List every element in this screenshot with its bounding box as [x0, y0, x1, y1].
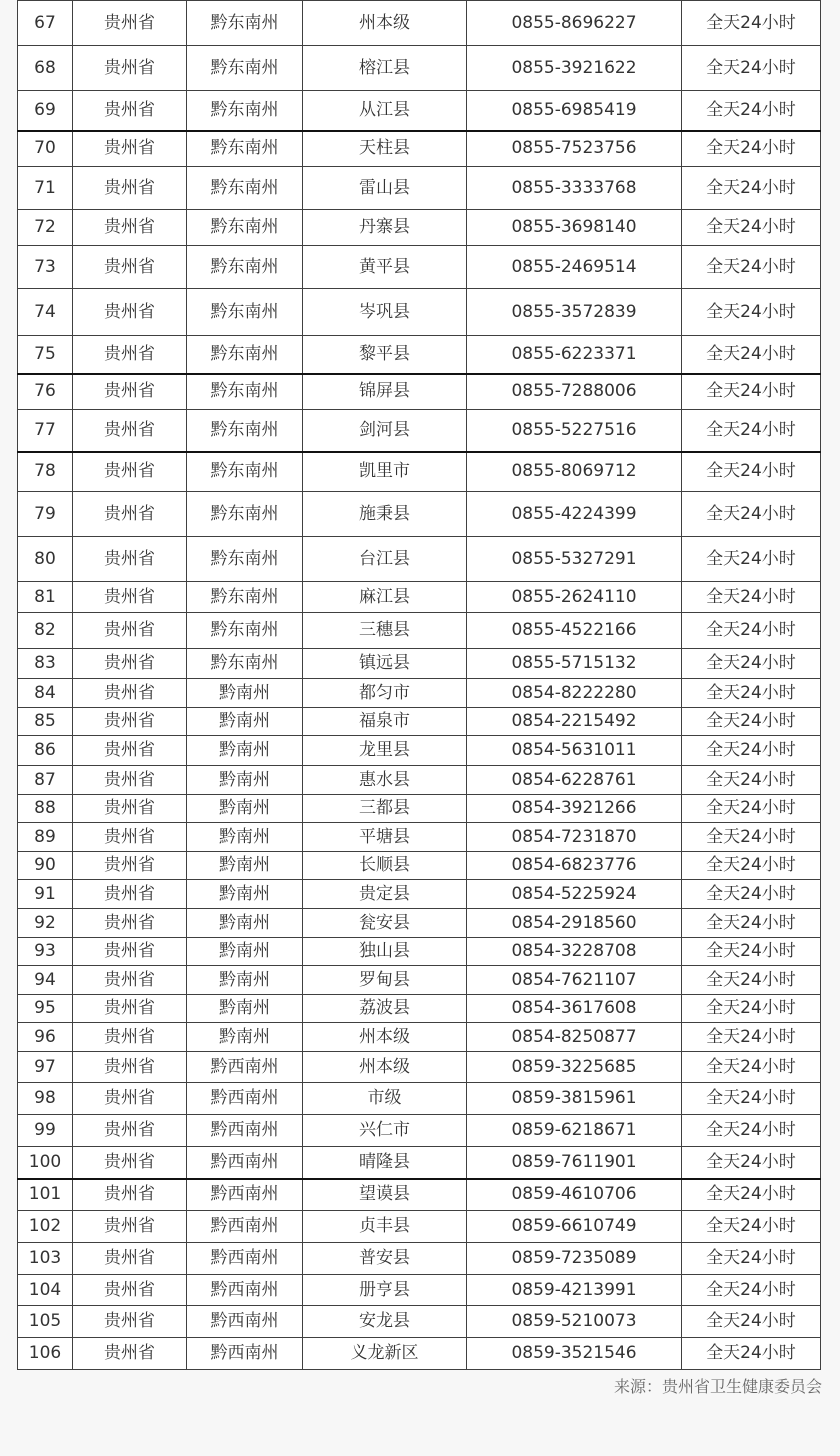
table-row	[18, 766, 821, 795]
phone-cell: 0855-6985419	[467, 91, 682, 131]
phone-cell: 0859-6218671	[467, 1115, 682, 1147]
county-cell: 贵定县	[303, 880, 467, 909]
phone-cell: 0855-5715132	[467, 649, 682, 679]
phone-cell: 0854-6228761	[467, 766, 682, 795]
prefecture-cell: 黔南州	[187, 852, 303, 880]
province-cell: 贵州省	[73, 452, 187, 492]
county-cell: 三都县	[303, 795, 467, 823]
hours-cell: 全天24小时	[682, 210, 821, 246]
phone-cell: 0859-4213991	[467, 1275, 682, 1306]
county-cell: 福泉市	[303, 708, 467, 736]
hours-cell: 全天24小时	[682, 374, 821, 410]
county-cell: 普安县	[303, 1243, 467, 1275]
county-cell: 凯里市	[303, 452, 467, 492]
hours-cell: 全天24小时	[682, 1211, 821, 1243]
prefecture-cell: 黔东南州	[187, 246, 303, 289]
row-number: 94	[18, 966, 73, 995]
county-cell: 瓮安县	[303, 909, 467, 938]
hours-cell: 全天24小时	[682, 852, 821, 880]
table-row	[18, 492, 821, 537]
table-row	[18, 1179, 821, 1211]
row-number: 97	[18, 1052, 73, 1083]
county-cell: 长顺县	[303, 852, 467, 880]
hours-cell: 全天24小时	[682, 336, 821, 374]
table-row	[18, 1, 821, 46]
row-number: 96	[18, 1023, 73, 1052]
county-cell: 贞丰县	[303, 1211, 467, 1243]
phone-cell: 0855-7288006	[467, 374, 682, 410]
table-row	[18, 46, 821, 91]
county-cell: 黎平县	[303, 336, 467, 374]
province-cell: 贵州省	[73, 649, 187, 679]
county-cell: 镇远县	[303, 649, 467, 679]
province-cell: 贵州省	[73, 795, 187, 823]
row-number: 90	[18, 852, 73, 880]
province-cell: 贵州省	[73, 537, 187, 582]
table-row	[18, 736, 821, 766]
county-cell: 都匀市	[303, 679, 467, 708]
province-cell: 贵州省	[73, 336, 187, 374]
row-number: 68	[18, 46, 73, 91]
province-cell: 贵州省	[73, 1, 187, 46]
hotline-table	[17, 0, 821, 1370]
hours-cell: 全天24小时	[682, 1179, 821, 1211]
row-number: 99	[18, 1115, 73, 1147]
province-cell: 贵州省	[73, 938, 187, 966]
row-number: 91	[18, 880, 73, 909]
table-row	[18, 210, 821, 246]
table-row	[18, 537, 821, 582]
hours-cell: 全天24小时	[682, 966, 821, 995]
province-cell: 贵州省	[73, 1306, 187, 1338]
prefecture-cell: 黔西南州	[187, 1306, 303, 1338]
phone-cell: 0854-2918560	[467, 909, 682, 938]
county-cell: 荔波县	[303, 995, 467, 1023]
prefecture-cell: 黔南州	[187, 679, 303, 708]
row-number: 88	[18, 795, 73, 823]
county-cell: 黄平县	[303, 246, 467, 289]
row-number: 74	[18, 289, 73, 336]
hours-cell: 全天24小时	[682, 938, 821, 966]
phone-cell: 0854-8250877	[467, 1023, 682, 1052]
table-row	[18, 91, 821, 131]
province-cell: 贵州省	[73, 1338, 187, 1370]
province-cell: 贵州省	[73, 582, 187, 613]
province-cell: 贵州省	[73, 210, 187, 246]
phone-cell: 0859-6610749	[467, 1211, 682, 1243]
row-number: 93	[18, 938, 73, 966]
table-row	[18, 336, 821, 374]
county-cell: 天柱县	[303, 131, 467, 167]
prefecture-cell: 黔西南州	[187, 1083, 303, 1115]
hours-cell: 全天24小时	[682, 131, 821, 167]
table-row	[18, 131, 821, 167]
hotline-table-body	[18, 1, 821, 1370]
province-cell: 贵州省	[73, 167, 187, 210]
province-cell: 贵州省	[73, 736, 187, 766]
phone-cell: 0854-5225924	[467, 880, 682, 909]
prefecture-cell: 黔东南州	[187, 649, 303, 679]
table-row	[18, 1306, 821, 1338]
county-cell: 安龙县	[303, 1306, 467, 1338]
hours-cell: 全天24小时	[682, 452, 821, 492]
prefecture-cell: 黔西南州	[187, 1211, 303, 1243]
row-number: 83	[18, 649, 73, 679]
prefecture-cell: 黔西南州	[187, 1115, 303, 1147]
prefecture-cell: 黔东南州	[187, 492, 303, 537]
phone-cell: 0859-4610706	[467, 1179, 682, 1211]
row-number: 70	[18, 131, 73, 167]
prefecture-cell: 黔东南州	[187, 91, 303, 131]
prefecture-cell: 黔南州	[187, 708, 303, 736]
county-cell: 施秉县	[303, 492, 467, 537]
phone-cell: 0859-7611901	[467, 1147, 682, 1179]
hours-cell: 全天24小时	[682, 795, 821, 823]
row-number: 72	[18, 210, 73, 246]
county-cell: 市级	[303, 1083, 467, 1115]
table-row	[18, 852, 821, 880]
prefecture-cell: 黔南州	[187, 1023, 303, 1052]
county-cell: 州本级	[303, 1052, 467, 1083]
hours-cell: 全天24小时	[682, 492, 821, 537]
prefecture-cell: 黔西南州	[187, 1179, 303, 1211]
hours-cell: 全天24小时	[682, 909, 821, 938]
table-row	[18, 582, 821, 613]
prefecture-cell: 黔东南州	[187, 582, 303, 613]
phone-cell: 0855-7523756	[467, 131, 682, 167]
prefecture-cell: 黔南州	[187, 909, 303, 938]
phone-cell: 0855-3921622	[467, 46, 682, 91]
hours-cell: 全天24小时	[682, 91, 821, 131]
hours-cell: 全天24小时	[682, 46, 821, 91]
prefecture-cell: 黔东南州	[187, 537, 303, 582]
province-cell: 贵州省	[73, 766, 187, 795]
row-number: 78	[18, 452, 73, 492]
county-cell: 锦屏县	[303, 374, 467, 410]
phone-cell: 0855-3333768	[467, 167, 682, 210]
province-cell: 贵州省	[73, 1243, 187, 1275]
province-cell: 贵州省	[73, 1147, 187, 1179]
hours-cell: 全天24小时	[682, 1, 821, 46]
table-row	[18, 289, 821, 336]
prefecture-cell: 黔东南州	[187, 452, 303, 492]
province-cell: 贵州省	[73, 995, 187, 1023]
hours-cell: 全天24小时	[682, 649, 821, 679]
prefecture-cell: 黔南州	[187, 880, 303, 909]
county-cell: 榕江县	[303, 46, 467, 91]
province-cell: 贵州省	[73, 91, 187, 131]
county-cell: 雷山县	[303, 167, 467, 210]
county-cell: 从江县	[303, 91, 467, 131]
row-number: 84	[18, 679, 73, 708]
table-row	[18, 452, 821, 492]
table-row	[18, 795, 821, 823]
source-note: 来源：贵州省卫生健康委员会	[613, 1377, 822, 1396]
hours-cell: 全天24小时	[682, 1052, 821, 1083]
hours-cell: 全天24小时	[682, 679, 821, 708]
prefecture-cell: 黔南州	[187, 736, 303, 766]
row-number: 104	[18, 1275, 73, 1306]
county-cell: 惠水县	[303, 766, 467, 795]
table-row	[18, 1243, 821, 1275]
hours-cell: 全天24小时	[682, 613, 821, 649]
hours-cell: 全天24小时	[682, 537, 821, 582]
province-cell: 贵州省	[73, 1052, 187, 1083]
hours-cell: 全天24小时	[682, 995, 821, 1023]
hours-cell: 全天24小时	[682, 582, 821, 613]
province-cell: 贵州省	[73, 289, 187, 336]
phone-cell: 0854-3921266	[467, 795, 682, 823]
prefecture-cell: 黔东南州	[187, 410, 303, 452]
county-cell: 望谟县	[303, 1179, 467, 1211]
table-row	[18, 167, 821, 210]
phone-cell: 0855-4224399	[467, 492, 682, 537]
county-cell: 义龙新区	[303, 1338, 467, 1370]
province-cell: 贵州省	[73, 246, 187, 289]
county-cell: 麻江县	[303, 582, 467, 613]
hours-cell: 全天24小时	[682, 823, 821, 852]
county-cell: 罗甸县	[303, 966, 467, 995]
table-row	[18, 1052, 821, 1083]
table-row	[18, 613, 821, 649]
county-cell: 台江县	[303, 537, 467, 582]
province-cell: 贵州省	[73, 374, 187, 410]
row-number: 98	[18, 1083, 73, 1115]
row-number: 67	[18, 1, 73, 46]
county-cell: 龙里县	[303, 736, 467, 766]
row-number: 77	[18, 410, 73, 452]
phone-cell: 0859-7235089	[467, 1243, 682, 1275]
phone-cell: 0854-5631011	[467, 736, 682, 766]
row-number: 81	[18, 582, 73, 613]
prefecture-cell: 黔西南州	[187, 1338, 303, 1370]
table-row	[18, 966, 821, 995]
prefecture-cell: 黔西南州	[187, 1052, 303, 1083]
prefecture-cell: 黔东南州	[187, 336, 303, 374]
province-cell: 贵州省	[73, 679, 187, 708]
hours-cell: 全天24小时	[682, 1306, 821, 1338]
hours-cell: 全天24小时	[682, 1115, 821, 1147]
phone-cell: 0859-3225685	[467, 1052, 682, 1083]
table-row	[18, 1211, 821, 1243]
county-cell: 独山县	[303, 938, 467, 966]
province-cell: 贵州省	[73, 708, 187, 736]
phone-cell: 0855-2469514	[467, 246, 682, 289]
prefecture-cell: 黔东南州	[187, 289, 303, 336]
province-cell: 贵州省	[73, 852, 187, 880]
row-number: 102	[18, 1211, 73, 1243]
row-number: 79	[18, 492, 73, 537]
row-number: 105	[18, 1306, 73, 1338]
prefecture-cell: 黔南州	[187, 795, 303, 823]
table-row	[18, 1147, 821, 1179]
county-cell: 晴隆县	[303, 1147, 467, 1179]
prefecture-cell: 黔南州	[187, 766, 303, 795]
prefecture-cell: 黔西南州	[187, 1243, 303, 1275]
province-cell: 贵州省	[73, 492, 187, 537]
county-cell: 册亨县	[303, 1275, 467, 1306]
phone-cell: 0855-8069712	[467, 452, 682, 492]
phone-cell: 0855-3572839	[467, 289, 682, 336]
province-cell: 贵州省	[73, 1275, 187, 1306]
table-row	[18, 938, 821, 966]
county-cell: 岑巩县	[303, 289, 467, 336]
province-cell: 贵州省	[73, 909, 187, 938]
prefecture-cell: 黔东南州	[187, 46, 303, 91]
table-row	[18, 1275, 821, 1306]
row-number: 101	[18, 1179, 73, 1211]
province-cell: 贵州省	[73, 823, 187, 852]
province-cell: 贵州省	[73, 410, 187, 452]
hours-cell: 全天24小时	[682, 766, 821, 795]
phone-cell: 0855-5227516	[467, 410, 682, 452]
hours-cell: 全天24小时	[682, 1243, 821, 1275]
phone-cell: 0855-6223371	[467, 336, 682, 374]
prefecture-cell: 黔南州	[187, 938, 303, 966]
county-cell: 平塘县	[303, 823, 467, 852]
province-cell: 贵州省	[73, 131, 187, 167]
hours-cell: 全天24小时	[682, 1083, 821, 1115]
hours-cell: 全天24小时	[682, 736, 821, 766]
phone-cell: 0854-7231870	[467, 823, 682, 852]
table-row	[18, 1338, 821, 1370]
hours-cell: 全天24小时	[682, 1275, 821, 1306]
phone-cell: 0855-8696227	[467, 1, 682, 46]
row-number: 92	[18, 909, 73, 938]
province-cell: 贵州省	[73, 1083, 187, 1115]
province-cell: 贵州省	[73, 966, 187, 995]
phone-cell: 0859-3815961	[467, 1083, 682, 1115]
phone-cell: 0854-2215492	[467, 708, 682, 736]
row-number: 100	[18, 1147, 73, 1179]
phone-cell: 0855-5327291	[467, 537, 682, 582]
province-cell: 贵州省	[73, 1211, 187, 1243]
county-cell: 丹寨县	[303, 210, 467, 246]
table-row	[18, 823, 821, 852]
phone-cell: 0854-3228708	[467, 938, 682, 966]
hours-cell: 全天24小时	[682, 167, 821, 210]
county-cell: 剑河县	[303, 410, 467, 452]
phone-cell: 0854-6823776	[467, 852, 682, 880]
county-cell: 三穗县	[303, 613, 467, 649]
row-number: 106	[18, 1338, 73, 1370]
prefecture-cell: 黔东南州	[187, 613, 303, 649]
prefecture-cell: 黔东南州	[187, 210, 303, 246]
hours-cell: 全天24小时	[682, 1023, 821, 1052]
table-row	[18, 995, 821, 1023]
table-row	[18, 909, 821, 938]
row-number: 80	[18, 537, 73, 582]
prefecture-cell: 黔南州	[187, 966, 303, 995]
row-number: 73	[18, 246, 73, 289]
province-cell: 贵州省	[73, 613, 187, 649]
phone-cell: 0855-4522166	[467, 613, 682, 649]
prefecture-cell: 黔东南州	[187, 167, 303, 210]
table-row	[18, 1023, 821, 1052]
phone-cell: 0854-8222280	[467, 679, 682, 708]
hours-cell: 全天24小时	[682, 708, 821, 736]
row-number: 71	[18, 167, 73, 210]
row-number: 69	[18, 91, 73, 131]
hours-cell: 全天24小时	[682, 246, 821, 289]
province-cell: 贵州省	[73, 1179, 187, 1211]
prefecture-cell: 黔东南州	[187, 1, 303, 46]
phone-cell: 0854-7621107	[467, 966, 682, 995]
prefecture-cell: 黔南州	[187, 995, 303, 1023]
table-row	[18, 679, 821, 708]
row-number: 86	[18, 736, 73, 766]
row-number: 95	[18, 995, 73, 1023]
province-cell: 贵州省	[73, 1023, 187, 1052]
table-row	[18, 649, 821, 679]
row-number: 76	[18, 374, 73, 410]
table-row	[18, 708, 821, 736]
phone-cell: 0859-3521546	[467, 1338, 682, 1370]
hours-cell: 全天24小时	[682, 880, 821, 909]
hours-cell: 全天24小时	[682, 1338, 821, 1370]
phone-cell: 0855-3698140	[467, 210, 682, 246]
table-row	[18, 880, 821, 909]
prefecture-cell: 黔东南州	[187, 374, 303, 410]
hours-cell: 全天24小时	[682, 1147, 821, 1179]
province-cell: 贵州省	[73, 46, 187, 91]
table-row	[18, 410, 821, 452]
table-row	[18, 1115, 821, 1147]
province-cell: 贵州省	[73, 1115, 187, 1147]
county-cell: 兴仁市	[303, 1115, 467, 1147]
phone-cell: 0855-2624110	[467, 582, 682, 613]
row-number: 75	[18, 336, 73, 374]
province-cell: 贵州省	[73, 880, 187, 909]
county-cell: 州本级	[303, 1, 467, 46]
row-number: 89	[18, 823, 73, 852]
row-number: 82	[18, 613, 73, 649]
row-number: 87	[18, 766, 73, 795]
prefecture-cell: 黔南州	[187, 823, 303, 852]
prefecture-cell: 黔西南州	[187, 1147, 303, 1179]
hours-cell: 全天24小时	[682, 410, 821, 452]
prefecture-cell: 黔东南州	[187, 131, 303, 167]
row-number: 85	[18, 708, 73, 736]
phone-cell: 0859-5210073	[467, 1306, 682, 1338]
row-number: 103	[18, 1243, 73, 1275]
table-row	[18, 1083, 821, 1115]
prefecture-cell: 黔西南州	[187, 1275, 303, 1306]
table-row	[18, 374, 821, 410]
county-cell: 州本级	[303, 1023, 467, 1052]
phone-cell: 0854-3617608	[467, 995, 682, 1023]
hours-cell: 全天24小时	[682, 289, 821, 336]
table-row	[18, 246, 821, 289]
